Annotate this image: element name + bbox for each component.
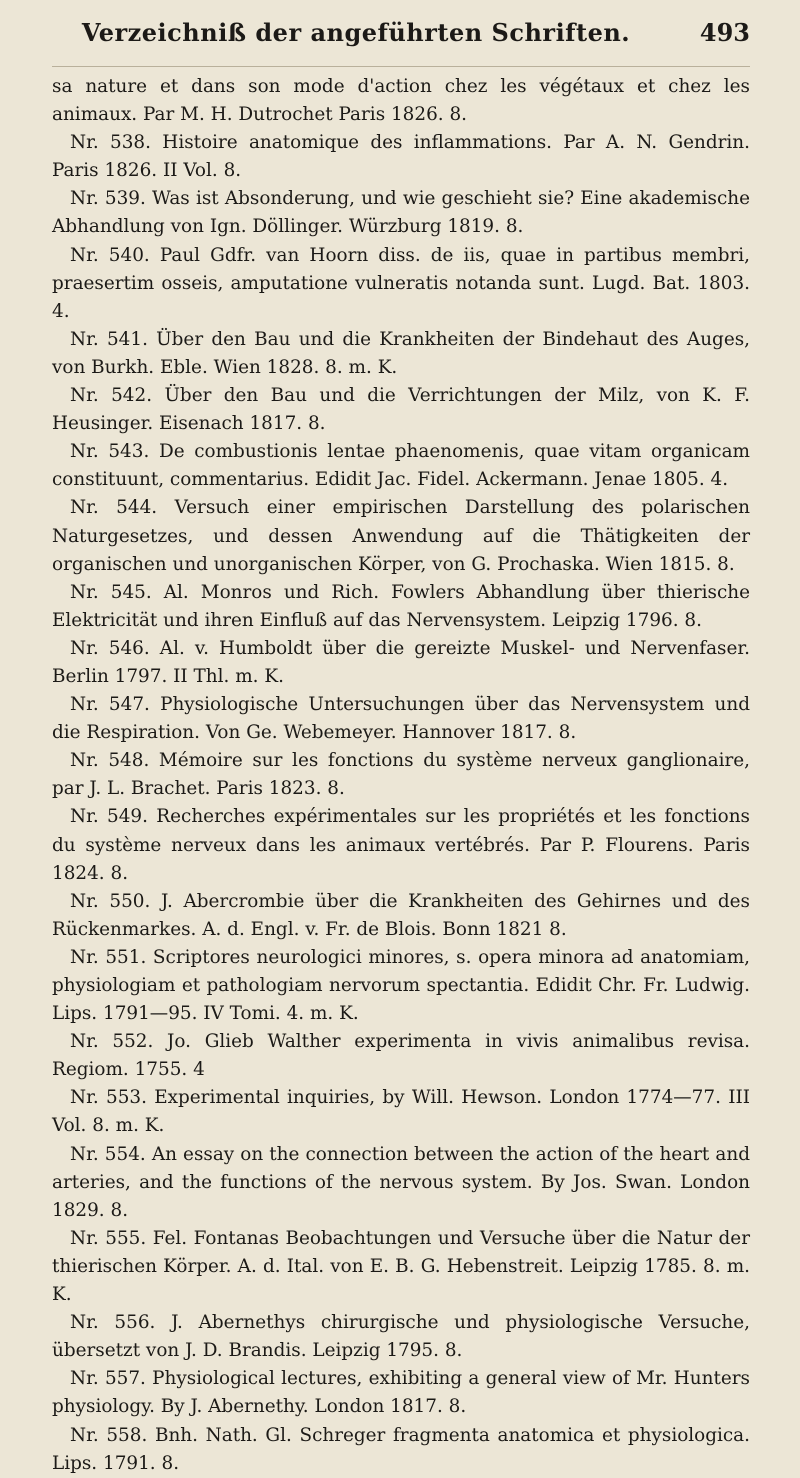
bibliography-entry: Nr. 545. Al. Monros und Rich. Fowlers Abhandlung über thierische Elektricität und ihren Einfluß auf das Nervensystem. Leipzig 1796. 8. (52, 581, 750, 631)
bibliography-entry: Nr. 555. Fel. Fontanas Beobachtungen und Versuche über die Natur der thierischen Körper. A. d. Ital. von E. B. G. Hebenstreit. Leipzig 1785. 8. m. K. (52, 1227, 750, 1306)
page-header (52, 14, 750, 67)
bibliography-entry: Nr. 538. Histoire anatomique des inflammations. Par A. N. Gendrin. Paris 1826. II Vol. 8. (52, 132, 750, 182)
bibliography-entry: Nr. 541. Über den Bau und die Krankheiten der Bindehaut des Auges, von Burkh. Eble. Wien 1828. 8. m. K. (52, 328, 750, 378)
bibliography-entry: Nr. 554. An essay on the connection between the action of the heart and arteries, and the functions of the nervous system. By Jos. Swan. London 1829. 8. (52, 1143, 750, 1221)
bibliography-entry: Nr. 550. J. Abercrombie über die Krankheiten des Gehirnes und des Rückenmarkes. A. d. Engl. v. Fr. de Blois. Bonn 1821 8. (52, 890, 750, 940)
bibliography-entry: Nr. 539. Was ist Absonderung, und wie geschieht sie? Eine akademische Abhandlung von Ign. Döllinger. Würzburg 1819. 8. (52, 188, 750, 238)
bibliography-entry: Nr. 558. Bnh. Nath. Gl. Schreger fragmenta anatomica et physiologica. Lips. 1791. 8. (52, 1424, 750, 1474)
bibliography-entry: Nr. 557. Physiological lectures, exhibiting a general view of Mr. Hunters physiology. By J. Abernethy. London 1817. 8. (52, 1368, 750, 1418)
bibliography-entry: Nr. 540. Paul Gdfr. van Hoorn diss. de iis, quae in partibus membri, praesertim osseis, amputatione vulneratis notanda sunt. Lugd. Bat. 1803. 4. (52, 244, 750, 322)
bibliography-entry: sa nature et dans son mode d'action chez les végétaux et chez les animaux. Par M. H. Dutrochet Paris 1826. 8. (52, 76, 750, 126)
bibliography-entry: Nr. 542. Über den Bau und die Verrichtungen der Milz, von K. F. Heusinger. Eisenach 1817. 8. (52, 385, 750, 435)
bibliography-entry: Nr. 547. Physiologische Untersuchungen über das Nervensystem und die Respiration. Von Ge. Webemeyer. Hannover 1817. 8. (52, 694, 750, 744)
bibliography-entry: Nr. 553. Experimental inquiries, by Will. Hewson. London 1774—77. III Vol. 8. m. K. (52, 1087, 750, 1137)
bibliography-entry: Nr. 556. J. Abernethys chirurgische und physiologische Versuche, übersetzt von J. D. Brandis. Leipzig 1795. 8. (52, 1312, 750, 1362)
page-number: 493 (699, 18, 750, 47)
bibliography-entry: Nr. 551. Scriptores neurologici minores, s. opera minora ad anatomiam, physiologiam et pathologiam nervorum spectantia. Edidit Chr. Fr. Ludwig. Lips. 1791—95. IV Tomi. 4. m. K. (52, 946, 750, 1025)
running-title: Verzeichniß der angeführten Schriften. (81, 18, 631, 47)
bibliography-entry: Nr. 552. Jo. Glieb Walther experimenta in vivis animalibus revisa. Regiom. 1755. 4 (52, 1031, 750, 1081)
bibliography-entry: Nr. 544. Versuch einer empirischen Darstellung des polarischen Naturgesetzes, und dessen Anwendung auf die Thätigkeiten der organischen und unorganischen Körper, von G. Prochaska. Wien 1815. 8. (52, 497, 750, 575)
bibliography-entry: Nr. 543. De combustionis lentae phaenomenis, quae vitam organicam constituunt, commentarius. Edidit Jac. Fidel. Ackermann. Jenae 1805. 4. (52, 441, 750, 491)
bibliography-entry: Nr. 548. Mémoire sur les fonctions du système nerveux ganglionaire, par J. L. Brachet. Paris 1823. 8. (52, 750, 750, 800)
bibliography-entry: Nr. 549. Recherches expérimentales sur les propriétés et les fonctions du système nerveux dans les animaux vertébrés. Par P. Flourens. Paris 1824. 8. (52, 806, 750, 884)
bibliography-list (52, 73, 750, 1478)
bibliography-entry: Nr. 546. Al. v. Humboldt über die gereizte Muskel- und Nervenfaser. Berlin 1797. II Thl. m. K. (52, 637, 750, 687)
